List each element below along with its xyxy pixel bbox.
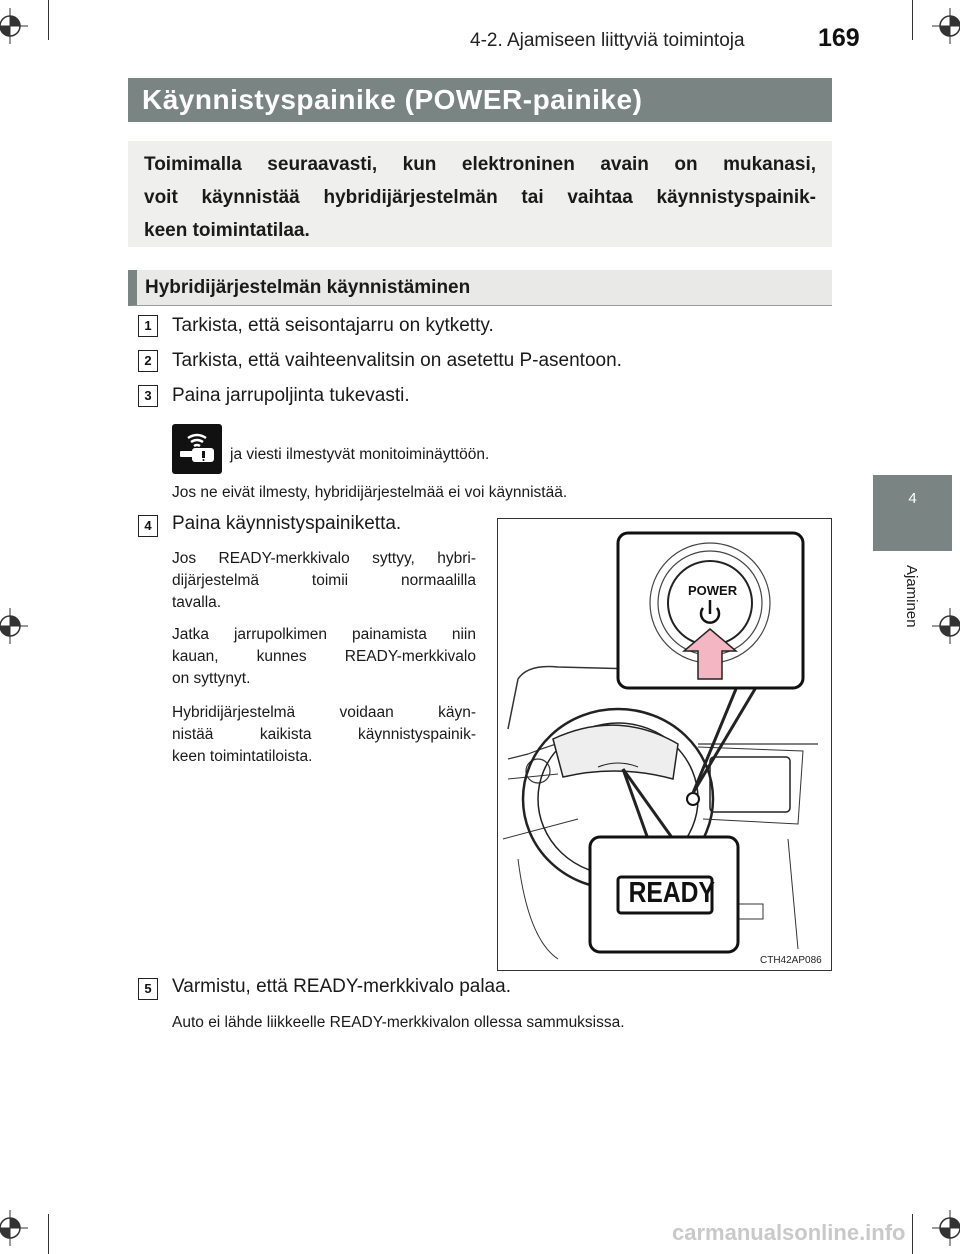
watermark: carmanualsonline.info <box>672 1220 906 1245</box>
intro-box <box>128 141 832 247</box>
step-text: Tarkista, että seisontajarru on kytketty. <box>172 315 494 336</box>
note-line: Jos READY-merkkivalo syttyy, hybri- <box>172 550 476 567</box>
note-line: nistää kaikista käynnistyspainik- <box>172 726 476 743</box>
power-label: POWER <box>688 583 738 598</box>
running-header: 4-2. Ajamiseen liittyviä toimintoja <box>470 30 745 51</box>
registration-mark-icon <box>0 1210 28 1246</box>
key-warning-icon <box>172 424 222 474</box>
section-subheader: Hybridijärjestelmän käynnistäminen <box>128 270 832 306</box>
intro-line: keen toimintatilaa. <box>144 220 310 241</box>
page-number: 169 <box>818 24 860 52</box>
step5-note: Auto ei lähde liikkeelle READY-merkkivalon ollessa sammuksissa. <box>172 1014 625 1031</box>
registration-mark-icon <box>0 608 28 644</box>
chapter-tab <box>873 475 952 551</box>
crop-line <box>48 1214 49 1254</box>
step-number: 3 <box>138 385 158 407</box>
step-number: 4 <box>138 515 158 537</box>
intro-line: voit käynnistää hybridijärjestelmän tai vaihtaa käynnistyspainik- <box>144 187 816 208</box>
crop-line <box>912 1214 913 1254</box>
step4-note <box>172 548 476 614</box>
crop-line <box>912 0 913 40</box>
step-number: 2 <box>138 350 158 372</box>
step-text: Paina jarrupoljinta tukevasti. <box>172 385 410 406</box>
intro-line: Toimimalla seuraavasti, kun elektroninen avain on mukanasi, <box>144 154 816 175</box>
note-line: on syttynyt. <box>172 670 251 687</box>
step-number: 5 <box>138 978 158 1000</box>
registration-mark-icon <box>932 8 960 44</box>
note-line: kauan, kunnes READY-merkkivalo <box>172 648 476 665</box>
step3-note: Jos ne eivät ilmesty, hybridijärjestelmää ei voi käynnistää. <box>172 484 568 501</box>
note-line: dijärjestelmä toimii normaalilla <box>172 572 476 589</box>
ready-indicator: READY <box>628 877 715 909</box>
crop-line <box>48 0 49 40</box>
step-number: 1 <box>138 315 158 337</box>
registration-mark-icon <box>932 608 960 644</box>
note-line: Hybridijärjestelmä voidaan käyn- <box>172 704 476 721</box>
note-line: Jatka jarrupolkimen painamista niin <box>172 626 476 643</box>
dashboard-illustration <box>497 518 832 971</box>
chapter-label: Ajaminen <box>903 565 920 628</box>
step-text: Varmistu, että READY-merkkivalo palaa. <box>172 976 511 997</box>
page-title: Käynnistyspainike (POWER-painike) <box>128 78 832 122</box>
note-line: tavalla. <box>172 594 222 611</box>
step4-note <box>172 702 476 768</box>
registration-mark-icon <box>0 8 28 44</box>
step4-note <box>172 624 476 690</box>
step-text: Tarkista, että vaihteenvalitsin on asetettu P-asentoon. <box>172 350 622 371</box>
step3-icon-note: ja viesti ilmestyvät monitoiminäyttöön. <box>230 446 490 463</box>
registration-mark-icon <box>932 1210 960 1246</box>
note-line: keen toimintatiloista. <box>172 748 313 765</box>
figure-code: CTH42AP086 <box>760 955 822 966</box>
step-text: Paina käynnistyspainiketta. <box>172 513 402 534</box>
chapter-number: 4 <box>908 490 917 507</box>
